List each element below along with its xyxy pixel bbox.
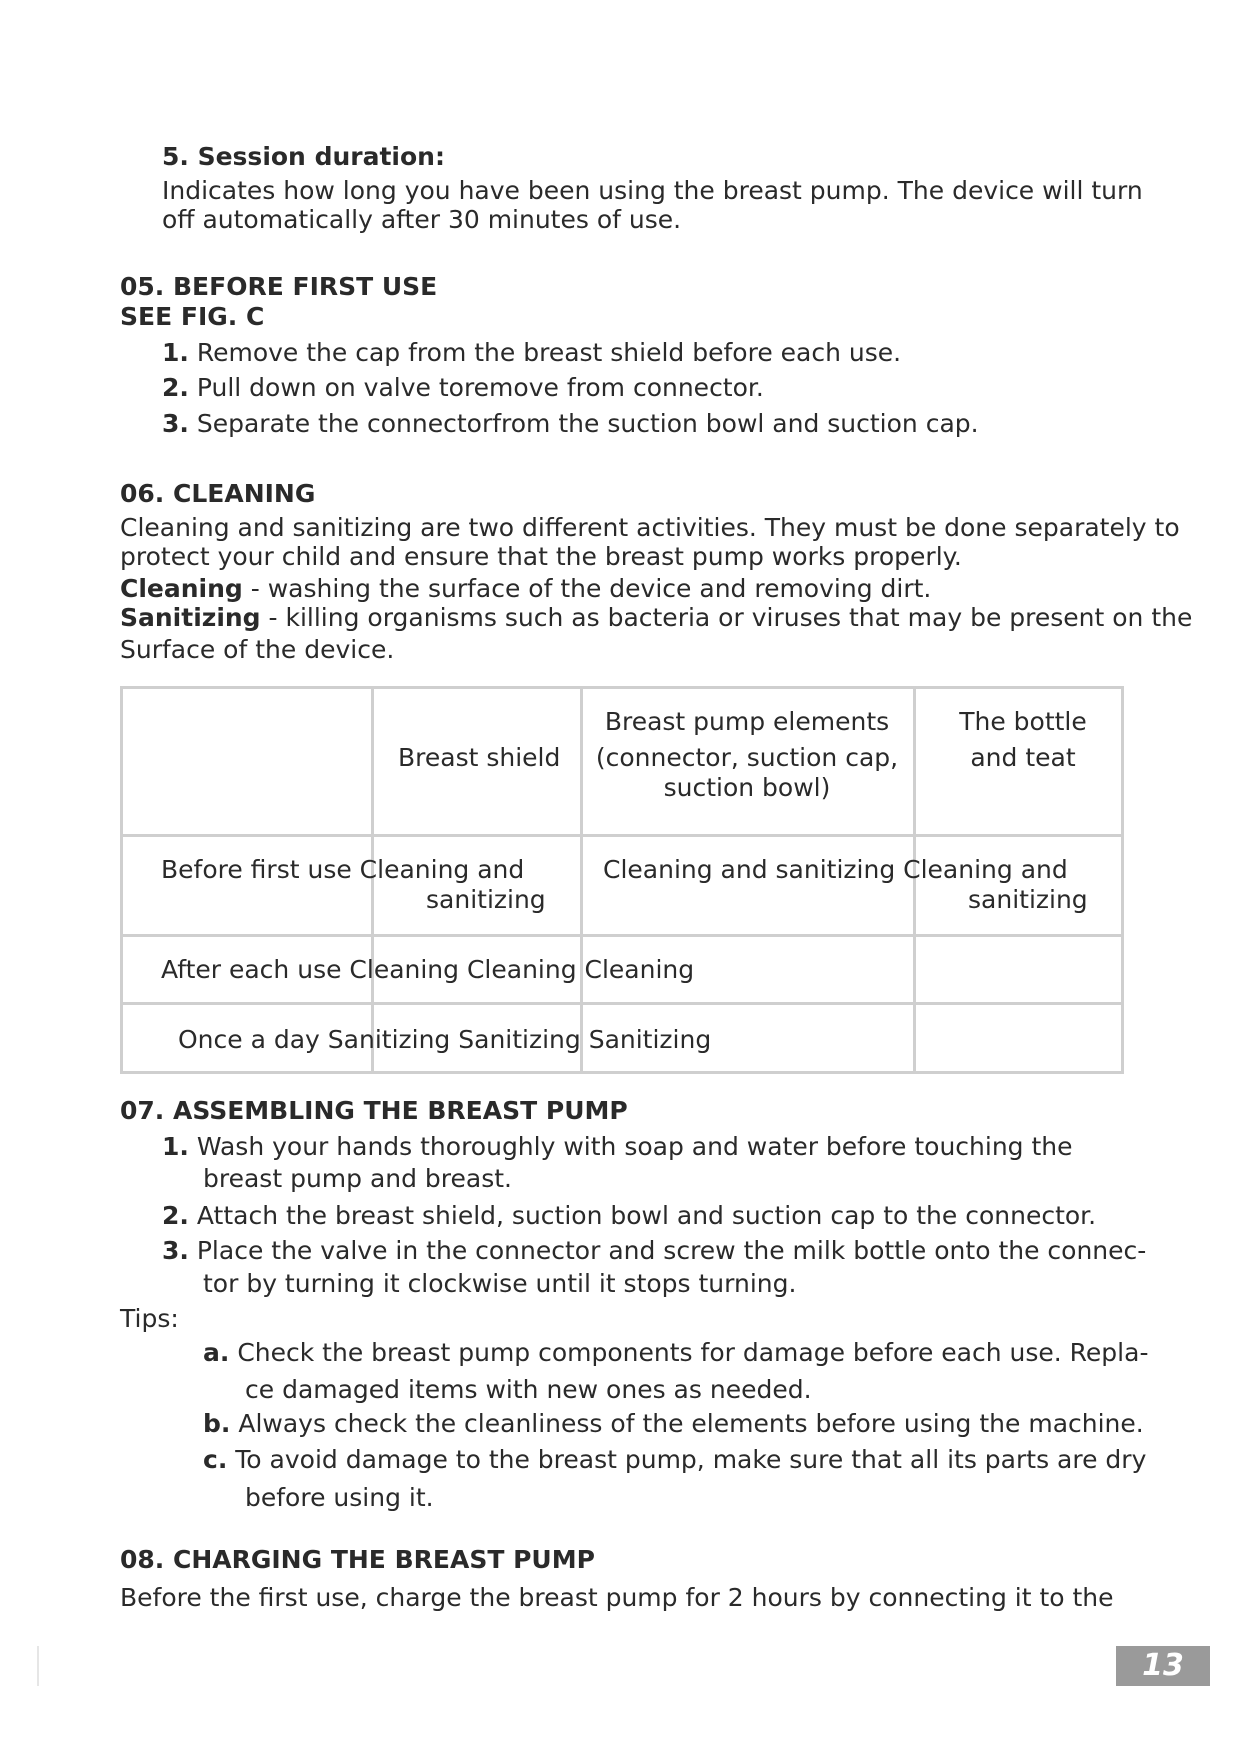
row-before-first-use-right-cont: sanitizing <box>968 885 1088 914</box>
tips-label: Tips: <box>120 1304 179 1333</box>
row-once-a-day: Once a day Sanitizing Sanitizing Sanitizing <box>178 1025 712 1054</box>
tip-text: To avoid damage to the breast pump, make sure that all its parts are dry <box>235 1445 1147 1474</box>
sanitizing-definition-line2: Surface of the device. <box>120 635 395 664</box>
list-item <box>162 409 979 439</box>
header-pump-elements-line3: suction bowl) <box>663 773 831 802</box>
cleaning-definition <box>120 574 931 604</box>
table-row-divider <box>123 834 1121 837</box>
header-pump-elements-line1: Breast pump elements <box>604 707 890 736</box>
session-duration-text-line1: Indicates how long you have been using the breast pump. The device will turn <box>162 176 1143 205</box>
tip-item <box>203 1445 1146 1475</box>
tip-letter: c. <box>203 1445 228 1474</box>
page-edge-mark <box>37 1646 39 1686</box>
table-row-divider <box>123 934 1121 937</box>
session-duration-text-line2: off automatically after 30 minutes of use. <box>162 205 682 234</box>
list-text: Wash your hands thoroughly with soap and water before touching the <box>196 1132 1073 1161</box>
charging-text-line1: Before the first use, charge the breast pump for 2 hours by connecting it to the <box>120 1583 1114 1612</box>
list-number: 2. <box>162 373 189 402</box>
sanitizing-definition <box>120 603 1192 633</box>
sanitizing-term: Sanitizing <box>120 603 261 632</box>
section-05-subheading: SEE FIG. C <box>120 302 265 331</box>
list-text: Separate the connectorfrom the suction bowl and suction cap. <box>196 409 979 438</box>
tip-text-cont: before using it. <box>245 1483 434 1512</box>
list-item <box>162 1132 1073 1162</box>
list-item <box>162 1236 1146 1266</box>
list-text: Pull down on valve toremove from connector. <box>196 373 764 402</box>
table-row-divider <box>123 1002 1121 1005</box>
list-text-cont: breast pump and breast. <box>203 1164 513 1193</box>
cleaning-term: Cleaning <box>120 574 243 603</box>
list-number: 2. <box>162 1201 189 1230</box>
list-item <box>162 373 764 403</box>
tip-item <box>203 1409 1144 1439</box>
section-08-heading: 08. CHARGING THE BREAST PUMP <box>120 1545 595 1574</box>
tip-text: Check the breast pump components for damage before each use. Repla- <box>237 1338 1149 1367</box>
cleaning-intro-line1: Cleaning and sanitizing are two different activities. They must be done separately to <box>120 513 1180 542</box>
header-breast-shield: Breast shield <box>398 743 561 772</box>
tip-letter: b. <box>203 1409 231 1438</box>
page-number: 13 <box>1116 1646 1210 1686</box>
list-number: 3. <box>162 1236 189 1265</box>
table-divider <box>580 689 583 1071</box>
cleaning-table <box>120 686 1124 1074</box>
header-pump-elements-line2: (connector, suction cap, <box>595 743 899 772</box>
row-before-first-use-cont: sanitizing <box>426 885 546 914</box>
row-before-first-use: Before first use Cleaning and <box>161 855 525 884</box>
tip-item <box>203 1338 1148 1368</box>
row-after-each-use: After each use Cleaning Cleaning Cleaning <box>161 955 695 984</box>
sanitizing-def: - killing organisms such as bacteria or viruses that may be present on the <box>260 603 1193 632</box>
header-bottle-line1: The bottle <box>959 707 1087 736</box>
list-item <box>162 338 901 368</box>
list-number: 1. <box>162 1132 189 1161</box>
section-06-heading: 06. CLEANING <box>120 479 316 508</box>
list-text: Attach the breast shield, suction bowl and suction cap to the connector. <box>196 1201 1097 1230</box>
row-before-first-use-right: Cleaning and sanitizing Cleaning and <box>603 855 1068 884</box>
section-07-heading: 07. ASSEMBLING THE BREAST PUMP <box>120 1096 628 1125</box>
list-number: 3. <box>162 409 189 438</box>
section-05-heading: 05. BEFORE FIRST USE <box>120 272 438 301</box>
tip-text-cont: ce damaged items with new ones as needed. <box>245 1375 812 1404</box>
tip-letter: a. <box>203 1338 230 1367</box>
cleaning-def: - washing the surface of the device and removing dirt. <box>242 574 932 603</box>
list-number: 1. <box>162 338 189 367</box>
list-item <box>162 1201 1096 1231</box>
session-duration-heading: 5. Session duration: <box>162 142 445 171</box>
list-text: Place the valve in the connector and screw the milk bottle onto the connec- <box>196 1236 1147 1265</box>
list-text-cont: tor by turning it clockwise until it stops turning. <box>203 1269 797 1298</box>
tip-text: Always check the cleanliness of the elements before using the machine. <box>238 1409 1144 1438</box>
list-text: Remove the cap from the breast shield before each use. <box>196 338 902 367</box>
header-bottle-line2: and teat <box>970 743 1076 772</box>
cleaning-intro-line2: protect your child and ensure that the breast pump works properly. <box>120 542 962 571</box>
